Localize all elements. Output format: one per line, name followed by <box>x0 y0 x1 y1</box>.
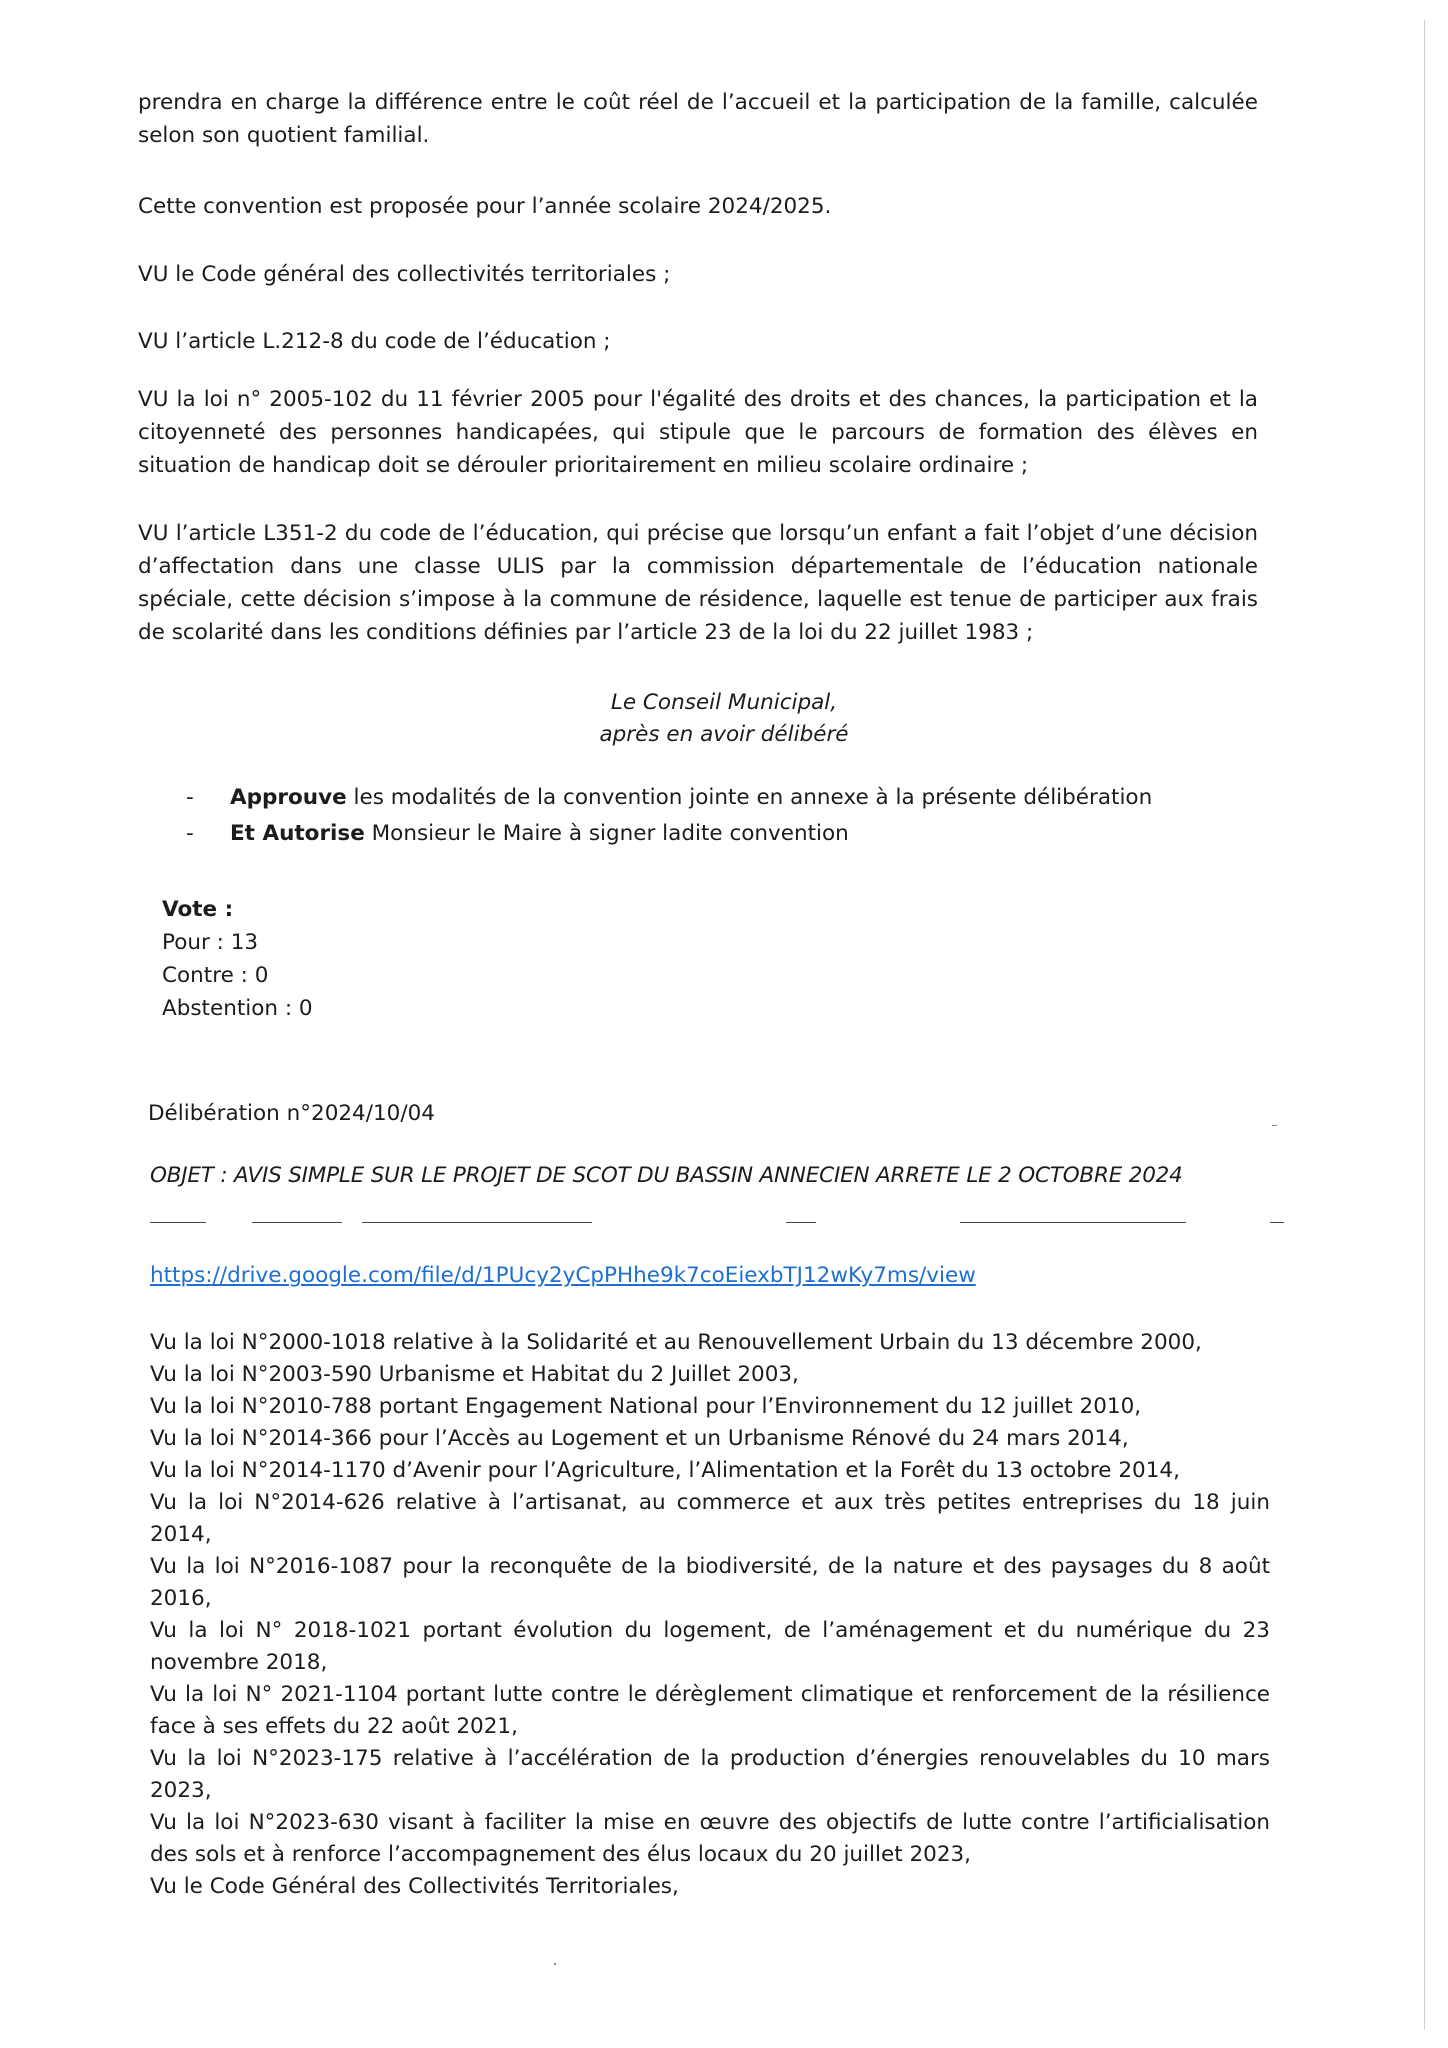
vote-pour: Pour : 13 <box>162 930 259 955</box>
scan-speck <box>554 1963 556 1965</box>
legal-references <box>150 1327 1270 1903</box>
decision-item-approve <box>186 780 1152 816</box>
vote-block <box>162 893 313 1025</box>
scan-speck <box>1272 1125 1277 1126</box>
vu-code-general: VU le Code général des collectivités territoriales ; <box>138 262 671 287</box>
underline-segment <box>362 1222 592 1223</box>
deliberation-number: Délibération n°2024/10/04 <box>148 1101 435 1126</box>
vote-heading: Vote : <box>162 897 234 922</box>
vote-contre: Contre : 0 <box>162 963 269 988</box>
convention-year-paragraph: Cette convention est proposée pour l’année scolaire 2024/2025. <box>138 194 832 219</box>
decision-text: les modalités de la convention jointe en annexe à la présente délibération <box>346 785 1153 810</box>
underline-segment <box>786 1222 816 1223</box>
intro-paragraph: prendra en charge la différence entre le coût réel de l’accueil et la participation de la famille, calculée selon son quotient familial. <box>138 90 1258 148</box>
underline-segment <box>150 1222 206 1223</box>
council-heading: Le Conseil Municipal, <box>610 690 838 715</box>
law-reference: Vu la loi N°2023-175 relative à l’accélération de la production d’énergies renouvelables du 10 mars 2023, <box>150 1746 1270 1803</box>
dash-bullet: - <box>186 785 194 810</box>
vu-loi-2005-102: VU la loi n° 2005-102 du 11 février 2005 pour l'égalité des droits et des chances, la participation et la citoyenneté des personnes handicapées, qui stipule que le parcours de formation des élèves en situation de handicap doit se dérouler prioritairement en milieu scolaire ordinaire ; <box>138 387 1258 478</box>
law-reference: Vu la loi N°2014-366 pour l’Accès au Logement et un Urbanisme Rénové du 24 mars 2014, <box>150 1426 1129 1451</box>
law-reference: Vu la loi N° 2021-1104 portant lutte contre le dérèglement climatique et renforcement de la résilience face à ses effets du 22 août 2021, <box>150 1682 1270 1739</box>
law-reference: Vu la loi N° 2018-1021 portant évolution du logement, de l’aménagement et du numérique du 23 novembre 2018, <box>150 1618 1270 1675</box>
decision-list <box>186 780 1152 852</box>
decision-verb: Approuve <box>230 785 347 810</box>
decision-item-authorize <box>186 816 1152 852</box>
vote-abstention: Abstention : 0 <box>162 996 313 1021</box>
council-subheading: après en avoir délibéré <box>599 722 849 747</box>
law-reference: Vu la loi N°2014-626 relative à l’artisanat, au commerce et aux très petites entreprises du 18 juin 2014, <box>150 1490 1270 1547</box>
law-reference: Vu la loi N°2014-1170 d’Avenir pour l’Agriculture, l’Alimentation et la Forêt du 13 octobre 2014, <box>150 1458 1180 1483</box>
vu-article-l212-8: VU l’article L.212-8 du code de l’éducation ; <box>138 329 611 354</box>
law-reference: Vu la loi N°2023-630 visant à faciliter la mise en œuvre des objectifs de lutte contre l’artificialisation des sols et à renforce l’accompagnement des élus locaux du 20 juillet 2023, <box>150 1810 1270 1867</box>
objet-title: OBJET : AVIS SIMPLE SUR LE PROJET DE SCOT DU BASSIN ANNECIEN ARRETE LE 2 OCTOBRE 2024 <box>150 1163 1183 1188</box>
underline-segment <box>960 1222 1186 1223</box>
underline-segment <box>252 1222 342 1223</box>
law-reference: Vu la loi N°2010-788 portant Engagement National pour l’Environnement du 12 juillet 2010, <box>150 1394 1142 1419</box>
law-reference: Vu le Code Général des Collectivités Territoriales, <box>150 1874 679 1899</box>
vu-article-l351-2: VU l’article L351-2 du code de l’éducation, qui précise que lorsqu’un enfant a fait l’objet d’une décision d’affectation dans une classe ULIS par la commission départementale de l’éducation nationale spéciale, cette décision s’impose à la commune de résidence, laquelle est tenue de participer aux frais de scolarité dans les conditions définies par l’article 23 de la loi du 22 juillet 1983 ; <box>138 521 1258 645</box>
dash-bullet: - <box>186 821 194 846</box>
law-reference: Vu la loi N°2003-590 Urbanisme et Habitat du 2 Juillet 2003, <box>150 1362 799 1387</box>
law-reference: Vu la loi N°2016-1087 pour la reconquête de la biodiversité, de la nature et des paysages du 8 août 2016, <box>150 1554 1270 1611</box>
law-reference: Vu la loi N°2000-1018 relative à la Solidarité et au Renouvellement Urbain du 13 décembre 2000, <box>150 1330 1202 1355</box>
scot-document-link[interactable]: https://drive.google.com/file/d/1PUcy2yCpPHhe9k7coEiexbTJ12wKy7ms/view <box>150 1263 976 1288</box>
page-edge-line <box>1424 20 1425 2030</box>
decision-verb: Et Autorise <box>230 821 365 846</box>
underline-segment <box>1270 1222 1284 1223</box>
decision-text: Monsieur le Maire à signer ladite convention <box>364 821 849 846</box>
